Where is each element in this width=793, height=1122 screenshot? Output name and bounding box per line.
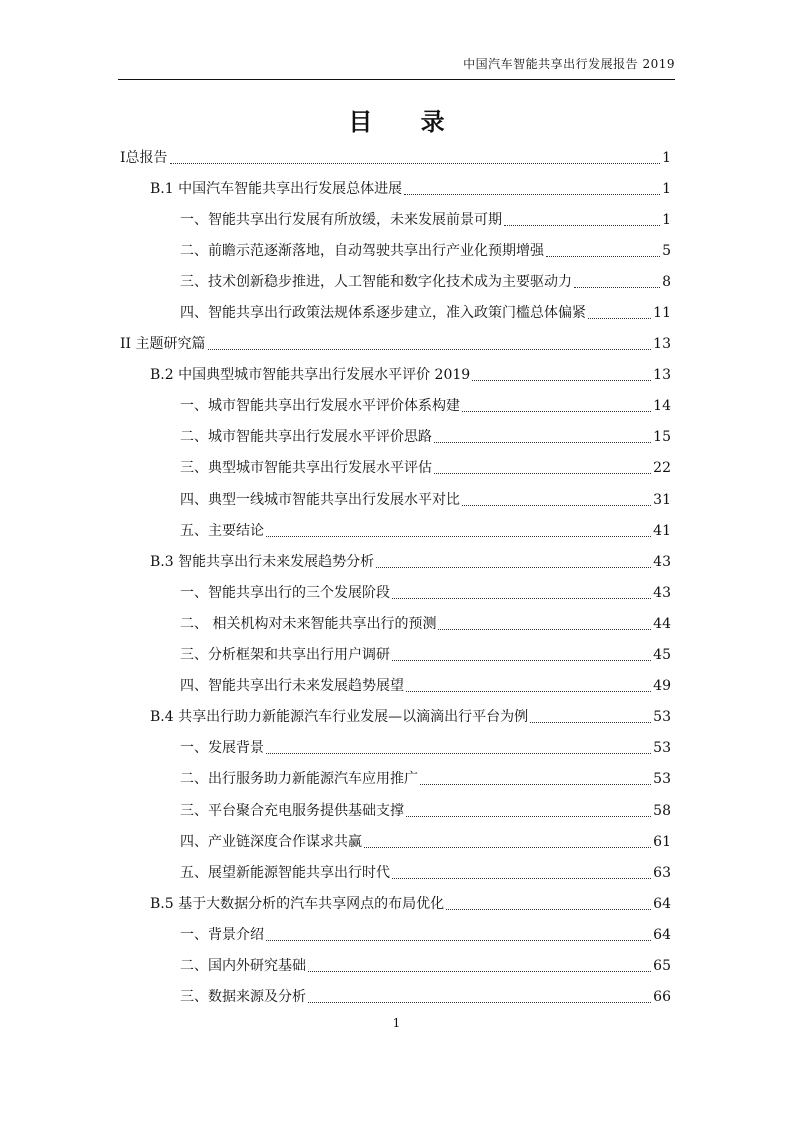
dot-leader bbox=[588, 309, 651, 319]
dot-leader bbox=[208, 340, 652, 350]
toc-entry-level-2[interactable] bbox=[120, 888, 671, 919]
dot-leader bbox=[530, 713, 651, 723]
toc-entry-title: 二、前瞻示范逐渐落地，自动驾驶共享出行产业化预期增强 bbox=[180, 242, 544, 259]
toc-entry-title: II 主题研究篇 bbox=[120, 336, 206, 353]
dot-leader bbox=[472, 371, 651, 381]
toc-entry-level-3[interactable] bbox=[120, 391, 671, 422]
toc-entry-level-3[interactable] bbox=[120, 919, 671, 950]
toc-entry-title: 一、发展背景 bbox=[180, 740, 264, 757]
table-of-contents bbox=[120, 142, 671, 1013]
dot-leader bbox=[392, 589, 651, 599]
toc-entry-level-3[interactable] bbox=[120, 266, 671, 297]
toc-entry-page-number: 1 bbox=[662, 211, 671, 228]
toc-entry-level-3[interactable] bbox=[120, 577, 671, 608]
toc-entry-title: 二、出行服务助力新能源汽车应用推广 bbox=[180, 771, 418, 788]
toc-entry-title: 五、展望新能源智能共享出行时代 bbox=[180, 864, 390, 881]
toc-entry-page-number: 45 bbox=[653, 647, 671, 664]
running-header: 中国汽车智能共享出行发展报告 2019 bbox=[463, 57, 675, 71]
dot-leader bbox=[504, 216, 660, 226]
toc-entry-level-3[interactable] bbox=[120, 950, 671, 981]
toc-entry-level-3[interactable] bbox=[120, 204, 671, 235]
toc-entry-level-3[interactable] bbox=[120, 235, 671, 266]
toc-entry-level-3[interactable] bbox=[120, 453, 671, 484]
toc-entry-page-number: 63 bbox=[653, 864, 671, 881]
dot-leader bbox=[308, 962, 651, 972]
toc-entry-page-number: 53 bbox=[653, 771, 671, 788]
toc-entry-title: 二、国内外研究基础 bbox=[180, 957, 306, 974]
toc-entry-page-number: 8 bbox=[662, 273, 671, 290]
toc-entry-page-number: 43 bbox=[653, 584, 671, 601]
toc-entry-level-3[interactable] bbox=[120, 297, 671, 328]
toc-entry-level-3[interactable] bbox=[120, 733, 671, 764]
dot-leader bbox=[462, 496, 651, 506]
toc-entry-title: 三、技术创新稳步推进，人工智能和数字化技术成为主要驱动力 bbox=[180, 273, 572, 290]
toc-entry-title: B.2 中国典型城市智能共享出行发展水平评价 2019 bbox=[150, 367, 471, 384]
toc-entry-level-2[interactable] bbox=[120, 702, 671, 733]
toc-entry-page-number: 65 bbox=[653, 957, 671, 974]
toc-entry-title: 三、分析框架和共享出行用户调研 bbox=[180, 647, 390, 664]
toc-entry-page-number: 11 bbox=[653, 305, 671, 322]
toc-entry-title: 四、典型一线城市智能共享出行发展水平对比 bbox=[180, 491, 460, 508]
toc-title: 目 录 bbox=[348, 107, 465, 136]
toc-entry-page-number: 58 bbox=[653, 802, 671, 819]
toc-entry-page-number: 31 bbox=[653, 491, 671, 508]
toc-entry-level-3[interactable] bbox=[120, 515, 671, 546]
toc-entry-page-number: 13 bbox=[653, 336, 671, 353]
toc-entry-page-number: 66 bbox=[653, 989, 671, 1006]
dot-leader bbox=[546, 247, 660, 257]
toc-entry-title: 五、主要结论 bbox=[180, 522, 264, 539]
toc-entry-page-number: 13 bbox=[653, 367, 671, 384]
toc-entry-page-number: 1 bbox=[662, 149, 671, 166]
dot-leader bbox=[364, 838, 651, 848]
toc-entry-page-number: 61 bbox=[653, 833, 671, 850]
toc-entry-title: 四、智能共享出行政策法规体系逐步建立，准入政策门槛总体偏紧 bbox=[180, 305, 586, 322]
dot-leader bbox=[392, 651, 651, 661]
toc-entry-level-1[interactable] bbox=[120, 329, 671, 360]
toc-entry-page-number: 14 bbox=[653, 398, 671, 415]
toc-entry-level-3[interactable] bbox=[120, 826, 671, 857]
toc-entry-title: 二、城市智能共享出行发展水平评价思路 bbox=[180, 429, 432, 446]
dot-leader bbox=[434, 433, 651, 443]
toc-entry-level-3[interactable] bbox=[120, 671, 671, 702]
dot-leader bbox=[266, 744, 651, 754]
toc-entry-page-number: 43 bbox=[653, 553, 671, 570]
toc-entry-title: B.4 共享出行助力新能源汽车行业发展—以滴滴出行平台为例 bbox=[150, 709, 529, 726]
toc-entry-title: 三、平台聚合充电服务提供基础支撑 bbox=[180, 802, 404, 819]
dot-leader bbox=[392, 869, 651, 879]
dot-leader bbox=[574, 278, 660, 288]
toc-entry-level-2[interactable] bbox=[120, 546, 671, 577]
toc-entry-title: B.5 基于大数据分析的汽车共享网点的布局优化 bbox=[150, 895, 445, 912]
toc-entry-title: 三、数据来源及分析 bbox=[180, 989, 306, 1006]
toc-entry-title: Ⅰ总报告 bbox=[120, 149, 168, 166]
dot-leader bbox=[462, 402, 651, 412]
toc-entry-title: 一、智能共享出行的三个发展阶段 bbox=[180, 584, 390, 601]
toc-entry-level-3[interactable] bbox=[120, 422, 671, 453]
toc-entry-level-3[interactable] bbox=[120, 640, 671, 671]
dot-leader bbox=[170, 154, 661, 164]
dot-leader bbox=[376, 558, 651, 568]
toc-entry-level-3[interactable] bbox=[120, 857, 671, 888]
toc-entry-level-3[interactable] bbox=[120, 982, 671, 1013]
toc-entry-level-2[interactable] bbox=[120, 173, 671, 204]
toc-entry-page-number: 22 bbox=[653, 460, 671, 477]
toc-entry-level-3[interactable] bbox=[120, 484, 671, 515]
toc-entry-level-3[interactable] bbox=[120, 608, 671, 639]
toc-entry-page-number: 64 bbox=[653, 895, 671, 912]
toc-entry-page-number: 49 bbox=[653, 678, 671, 695]
toc-entry-page-number: 5 bbox=[662, 242, 671, 259]
toc-entry-page-number: 64 bbox=[653, 926, 671, 943]
toc-entry-level-3[interactable] bbox=[120, 795, 671, 826]
toc-entry-title: 四、产业链深度合作谋求共赢 bbox=[180, 833, 362, 850]
toc-entry-page-number: 53 bbox=[653, 740, 671, 757]
toc-entry-level-1[interactable] bbox=[120, 142, 671, 173]
dot-leader bbox=[266, 527, 651, 537]
toc-entry-title: 三、典型城市智能共享出行发展水平评估 bbox=[180, 460, 432, 477]
toc-entry-page-number: 53 bbox=[653, 709, 671, 726]
toc-entry-page-number: 15 bbox=[653, 429, 671, 446]
dot-leader bbox=[266, 931, 651, 941]
toc-entry-page-number: 41 bbox=[653, 522, 671, 539]
toc-entry-title: 一、背景介绍 bbox=[180, 926, 264, 943]
toc-entry-title: B.1 中国汽车智能共享出行发展总体进展 bbox=[150, 180, 403, 197]
toc-entry-page-number: 1 bbox=[662, 180, 671, 197]
dot-leader bbox=[438, 620, 651, 630]
toc-entry-title: B.3 智能共享出行未来发展趋势分析 bbox=[150, 553, 375, 570]
header-divider bbox=[118, 79, 675, 80]
dot-leader bbox=[404, 185, 660, 195]
toc-entry-title: 一、智能共享出行发展有所放缓，未来发展前景可期 bbox=[180, 211, 502, 228]
dot-leader bbox=[434, 464, 651, 474]
dot-leader bbox=[446, 900, 651, 910]
dot-leader bbox=[308, 993, 651, 1003]
toc-entry-title: 四、智能共享出行未来发展趋势展望 bbox=[180, 678, 404, 695]
dot-leader bbox=[406, 682, 651, 692]
toc-entry-title: 一、城市智能共享出行发展水平评价体系构建 bbox=[180, 398, 460, 415]
page-number: 1 bbox=[392, 1016, 401, 1030]
dot-leader bbox=[406, 807, 651, 817]
dot-leader bbox=[420, 775, 651, 785]
toc-entry-level-2[interactable] bbox=[120, 360, 671, 391]
toc-entry-title: 二、 相关机构对未来智能共享出行的预测 bbox=[180, 615, 437, 632]
toc-entry-page-number: 44 bbox=[653, 615, 671, 632]
toc-entry-level-3[interactable] bbox=[120, 764, 671, 795]
